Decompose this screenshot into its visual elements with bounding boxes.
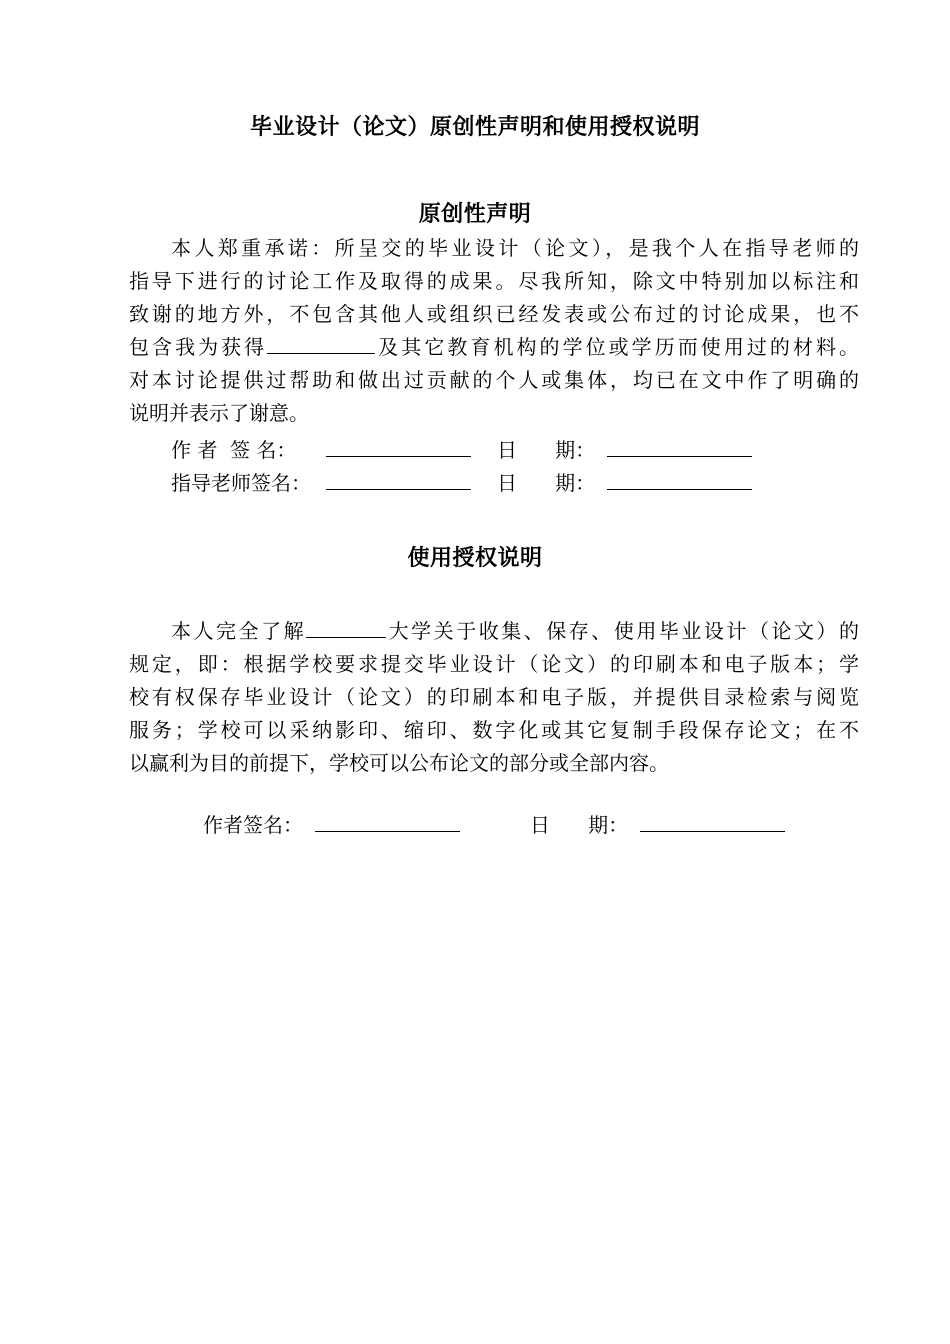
authorization-line-1-start: 本人完全了解 [171,619,307,643]
authorization-line-1-end: 大学关于收集、保存、使用毕业设计（论文）的 [386,619,860,643]
originality-line-2: 指导下进行的讨论工作及取得的成果。尽我所知，除文中特别加以标注和 [129,269,859,293]
originality-line-4-end: 及其它教育机构的学位或学历而使用过的材料。 [375,335,860,359]
author-signature-label: 作 者 签 名： [171,438,297,462]
authorization-line-4: 服务；学校可以采纳影印、缩印、数字化或其它复制手段保存论文；在不 [129,718,859,742]
institution-blank [267,335,375,354]
advisor-date-label: 日 期： [497,471,596,495]
author-date-label: 日 期： [497,438,596,462]
originality-line-3: 致谢的地方外，不包含其他人或组织已经发表或公布过的讨论成果，也不 [129,302,859,326]
authorization-signature-label: 作者签名： [203,813,303,837]
authorization-signature-row [203,809,785,842]
advisor-date-line[interactable] [607,469,752,490]
advisor-signature-label: 指导老师签名： [171,471,311,495]
author-signature-row [171,434,752,467]
originality-line-1: 本人郑重承诺：所呈交的毕业设计（论文），是我个人在指导老师的 [171,236,859,260]
authorization-heading: 使用授权说明 [407,546,543,571]
originality-line-4-start: 包含我为获得 [129,335,268,359]
authorization-statement [129,615,859,780]
authorization-line-1 [129,615,859,648]
authorization-signature-line[interactable] [315,811,460,832]
originality-line-4 [129,331,859,364]
authorization-date-label: 日 期： [530,813,629,837]
authorization-date-line[interactable] [640,811,785,832]
authorization-line-5: 以赢利为目的前提下，学校可以公布论文的部分或全部内容。 [129,751,669,775]
originality-line-5: 对本讨论提供过帮助和做出过贡献的个人或集体，均已在文中作了明确的 [129,368,859,392]
author-date-line[interactable] [607,436,752,457]
advisor-signature-row [171,467,752,500]
author-signature-line[interactable] [326,436,471,457]
authorization-line-3: 校有权保存毕业设计（论文）的印刷本和电子版，并提供目录检索与阅览 [129,685,859,709]
university-blank [306,619,386,638]
authorization-line-2: 规定，即：根据学校要求提交毕业设计（论文）的印刷本和电子版本；学 [129,652,859,676]
originality-heading: 原创性声明 [418,202,532,227]
advisor-signature-line[interactable] [326,469,471,490]
originality-line-6: 说明并表示了谢意。 [129,401,309,425]
document-title: 毕业设计（论文）原创性声明和使用授权说明 [249,115,700,140]
originality-statement [129,232,859,430]
